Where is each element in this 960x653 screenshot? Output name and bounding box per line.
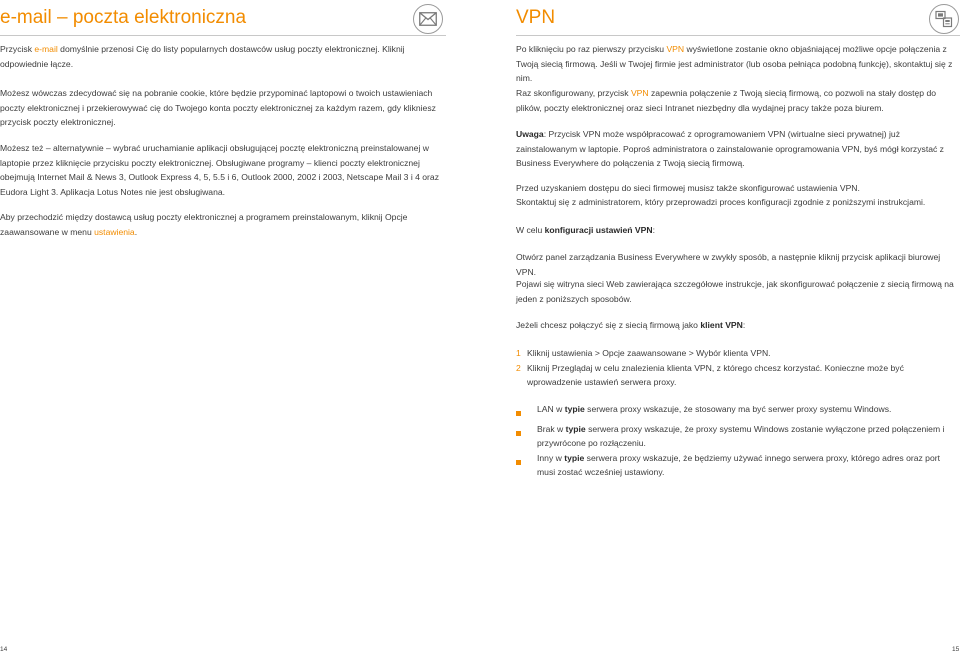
web-instructions-paragraph: Pojawi się witryna sieci Web zawierająca szczegółowe instrukcje, jak skonfigurować połączenie z siecią firmową na jeden z poniższych sposobów. — [516, 279, 954, 304]
bullet-text — [537, 451, 960, 480]
vpn-client-paragraph — [516, 318, 960, 333]
type-label: typie — [565, 423, 586, 434]
title-divider — [516, 35, 960, 36]
vpn-link[interactable]: VPN — [630, 88, 649, 98]
text-fragment: Raz skonfigurowany, przycisk — [516, 88, 631, 98]
text-fragment: serwera proxy wskazuje, że będziemy używać innego serwera proxy, którego adres oraz port musi zostać wcześniej ustawiony. — [537, 452, 940, 478]
type-label: typie — [564, 404, 585, 414]
text-fragment: LAN w — [537, 404, 565, 414]
page-number-right: 15 — [952, 646, 960, 653]
step-number: 2 — [516, 362, 521, 373]
email-intro-paragraph — [0, 42, 410, 71]
open-panel-paragraph: Otwórz panel zarządzania Business Everywhere w zwykły sposób, a następnie kliknij przycisk aplikacji biurowej VPN. — [516, 252, 941, 277]
bullet-text — [537, 422, 960, 451]
text-fragment: serwera proxy wskazuje, że stosowany ma być serwer proxy systemu Windows. — [584, 404, 892, 414]
computer-network-icon — [935, 10, 953, 28]
text-fragment: : Przycisk VPN może współpracować z oprogramowaniem VPN (wirtualne sieci prywatnej) już zainstalowanym w laptopie. Poproś administratora o zainstalowanie oprogramowania VPN, byś mógł korzystać z Business Everywhere do połączenia z Twoją siecią firmową. — [516, 129, 944, 169]
list-item — [516, 451, 960, 480]
text-fragment: Jeżeli chcesz połączyć się z siecią firmową jako — [516, 320, 701, 330]
vpn-client-label: klient VPN — [700, 320, 743, 330]
text-fragment: . — [134, 226, 138, 237]
email-clients-paragraph: Możesz też – alternatywnie – wybrać uruchamianie aplikacji obsługującej pocztę elektroniczną preinstalowanej w laptopie przez kliknięcie przycisku poczty elektronicznej. Obsługiwane programy – klienci poczty elektronicznej obejmują Internet Mail & News 3, Outlook Express 4, 5, 5.5 i 6, Outlook 2000, 2002 i 2003, Netscape Mail 3 i 4 oraz Eudora Light 3. Aplikacja Lotus Notes nie jest obsługiwana. — [0, 143, 439, 197]
page-title-email: e-mail – poczta elektroniczna — [0, 7, 247, 28]
text-fragment: W celu — [516, 225, 545, 235]
text-fragment: Przycisk — [0, 44, 35, 54]
list-item — [516, 346, 960, 361]
text-fragment: domyślnie przenosi Cię do listy popularnych dostawców usług poczty elektronicznej. Kliknij odpowiednie łącze. — [0, 44, 405, 69]
text-fragment: Brak w — [537, 423, 566, 434]
cookie-paragraph: Możesz wówczas zdecydować się na pobranie cookie, które będzie przypominać laptopowi o twoich ustawieniach poczty elektronicznej i przekierowywać cię do Twojego konta poczty elektronicznej za każdym razem, gdy klikniesz przycisk poczty elektronicznej. — [0, 88, 436, 128]
text-fragment: wyświetlone zostanie okno objaśniającej możliwe opcje połączenia z Twoją siecią firmową. Jeśli w Twojej firmie jest administrator (lub osoba pełniąca podobną funkcję), skontaktuj się z nim. — [516, 44, 953, 84]
vpn-configured-paragraph — [516, 86, 960, 115]
email-badge — [413, 4, 443, 34]
bullet-marker — [516, 402, 537, 422]
text-fragment: : — [652, 225, 655, 235]
envelope-icon — [419, 12, 437, 26]
step-number: 1 — [516, 348, 521, 358]
email-link[interactable]: e-mail — [34, 44, 58, 54]
list-item — [516, 402, 960, 422]
page-number-left: 14 — [0, 646, 8, 653]
step-text: Kliknij ustawienia > Opcje zaawansowane > Wybór klienta VPN. — [527, 348, 771, 358]
list-item — [516, 361, 960, 390]
switch-provider-paragraph — [0, 210, 420, 239]
note-label: Uwaga — [516, 129, 544, 139]
text-fragment: Inny w — [537, 452, 565, 463]
page-title-vpn: VPN — [516, 7, 556, 28]
text-fragment: Aby przechodzić między dostawcą usług poczty elektronicznej a programem preinstalowanym, kliknij Opcje zaawansowane w menu — [0, 212, 408, 237]
vpn-badge — [929, 4, 959, 34]
text-fragment: Po kliknięciu po raz pierwszy przycisku — [516, 44, 667, 54]
contact-admin-paragraph: Skontaktuj się z administratorem, który przeprowadzi proces konfiguracji zgodnie z poniższymi instrukcjami. — [516, 197, 926, 207]
bullet-marker — [516, 451, 537, 480]
bullet-marker — [516, 422, 537, 451]
bullet-text — [537, 402, 960, 422]
step-text: Kliknij Przeglądaj w celu znalezienia klienta VPN, z którego chcesz korzystać. Konieczne może być wprowadzenie ustawień serwera proxy. — [527, 362, 904, 388]
text-fragment: zapewnia połączenie z Twoją siecią firmową, co pozwoli na stały dostęp do plików, poczty elektronicznej oraz sieci Intranet niezbędny dla wydajnej pracy także poza biurem. — [516, 88, 937, 113]
configure-required-paragraph: Przed uzyskaniem dostępu do sieci firmowej musisz także skonfigurować ustawienia VPN. — [516, 183, 860, 193]
note-paragraph — [516, 127, 960, 171]
type-label: typie — [564, 452, 585, 463]
vpn-intro-paragraph — [516, 42, 960, 86]
settings-link[interactable]: ustawienia — [94, 226, 135, 237]
list-item — [516, 422, 960, 451]
config-heading: konfiguracji ustawień VPN — [544, 225, 653, 235]
config-heading-paragraph — [516, 223, 960, 238]
text-fragment: : — [742, 320, 746, 330]
proxy-bullets-list — [516, 402, 960, 480]
title-divider — [0, 35, 446, 36]
text-fragment: serwera proxy wskazuje, że proxy systemu Windows zostanie wyłączone przed połączeniem i przywrócone po rozłączeniu. — [537, 423, 945, 449]
steps-list — [516, 346, 960, 390]
vpn-link[interactable]: VPN — [666, 44, 685, 54]
